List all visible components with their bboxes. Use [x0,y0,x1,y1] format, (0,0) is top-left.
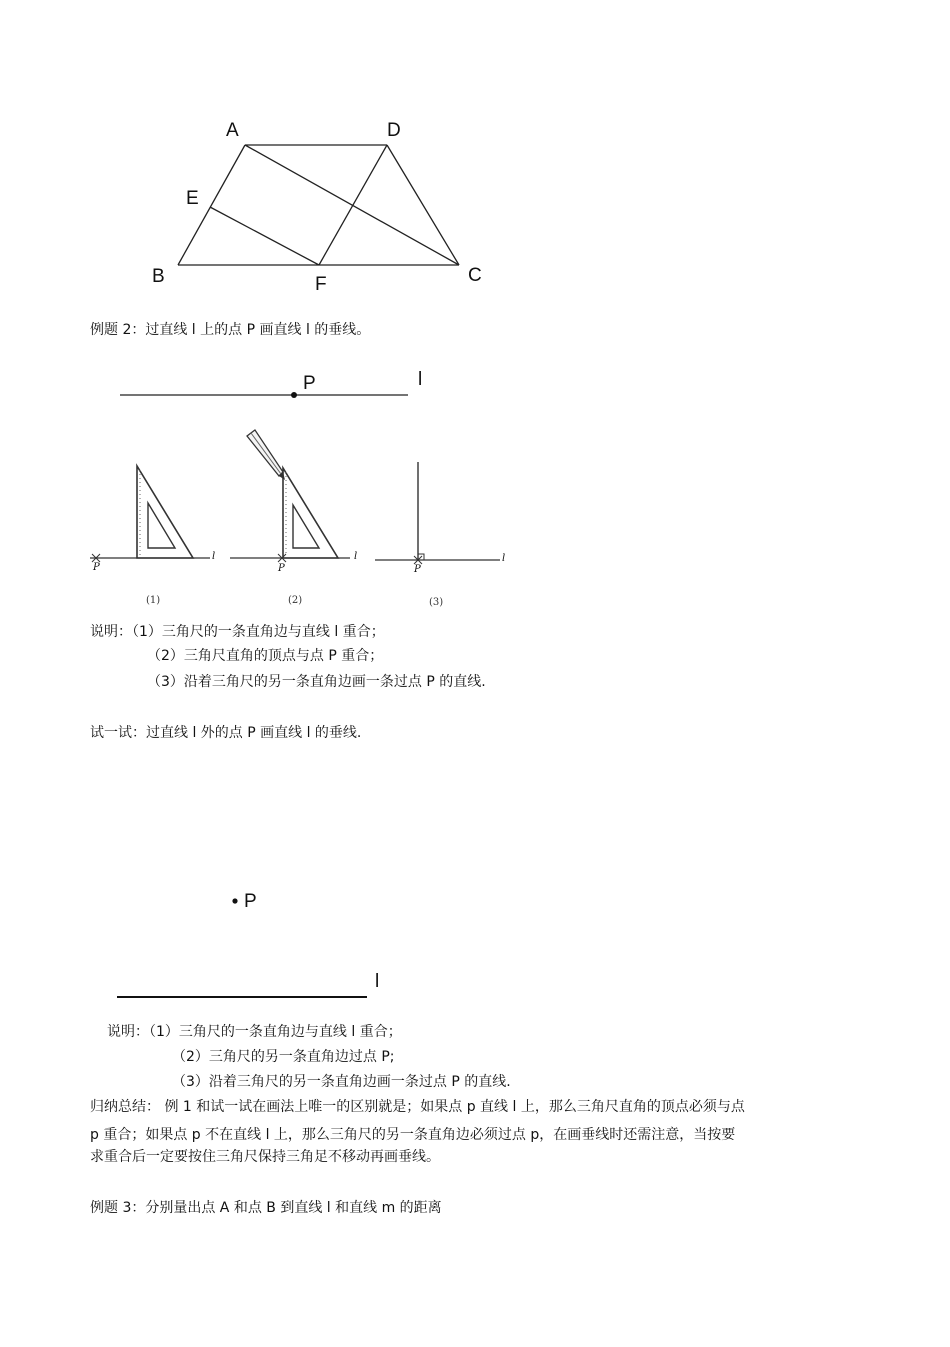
line-l-label: l [418,369,423,390]
try-it-point-label: P [244,891,257,912]
point-p-label: P [303,373,316,394]
example2-note-1: 说明：（1）三角尺的一条直角边与直线 l 重合； [90,624,385,640]
step-1-l-label: l [212,551,216,562]
try-it-point-dot [232,898,237,903]
label-E: E [186,188,199,209]
summary-line-1: 归纳总结： 例 1 和试一试在画法上唯一的区别就是；如果点 p 直线 l 上，那么三角尺直角的顶点必须与点 [90,1099,745,1115]
label-A: A [226,120,239,141]
try-it-note-1: 说明：（1）三角尺的一条直角边与直线 l 重合； [107,1024,402,1040]
step-2-caption: (2) [288,595,303,606]
summary-line-3: 求重合后一定要按住三角尺保持三角足不移动再画垂线。 [90,1149,440,1165]
step-3-p-label: P [414,564,421,575]
step-3-caption: (3) [429,597,444,608]
try-it-note-3: （3）沿着三角尺的另一条直角边画一条过点 P 的直线. [172,1074,511,1090]
step-2-p-label: P [278,563,285,574]
example3-title: 例题 3：分别量出点 A 和点 B 到直线 l 和直线 m 的距离 [90,1200,442,1216]
label-D: D [387,120,401,141]
step-1-p-label: P [93,562,100,573]
example2-note-2: （2）三角尺直角的顶点与点 P 重合； [147,648,384,664]
step-1-caption: (1) [146,595,161,606]
example2-note-3: （3）沿着三角尺的另一条直角边画一条过点 P 的直线. [147,674,486,690]
try-it-line-label: l [375,971,380,992]
try-it-title: 试一试：过直线 l 外的点 P 画直线 l 的垂线. [90,725,362,741]
example2-title: 例题 2：过直线 l 上的点 P 画直线 l 的垂线。 [90,322,371,338]
summary-line-2: p 重合；如果点 p 不在直线 l 上，那么三角尺的另一条直角边必须过点 p，在画垂线时还需注意，当按要 [90,1127,736,1143]
try-it-note-2: （2）三角尺的另一条直角边过点 P; [172,1049,395,1065]
label-B: B [152,266,165,287]
label-C: C [468,265,482,286]
step-3-l-label: l [502,553,506,564]
step-2-l-label: l [354,551,358,562]
label-F: F [315,274,327,295]
